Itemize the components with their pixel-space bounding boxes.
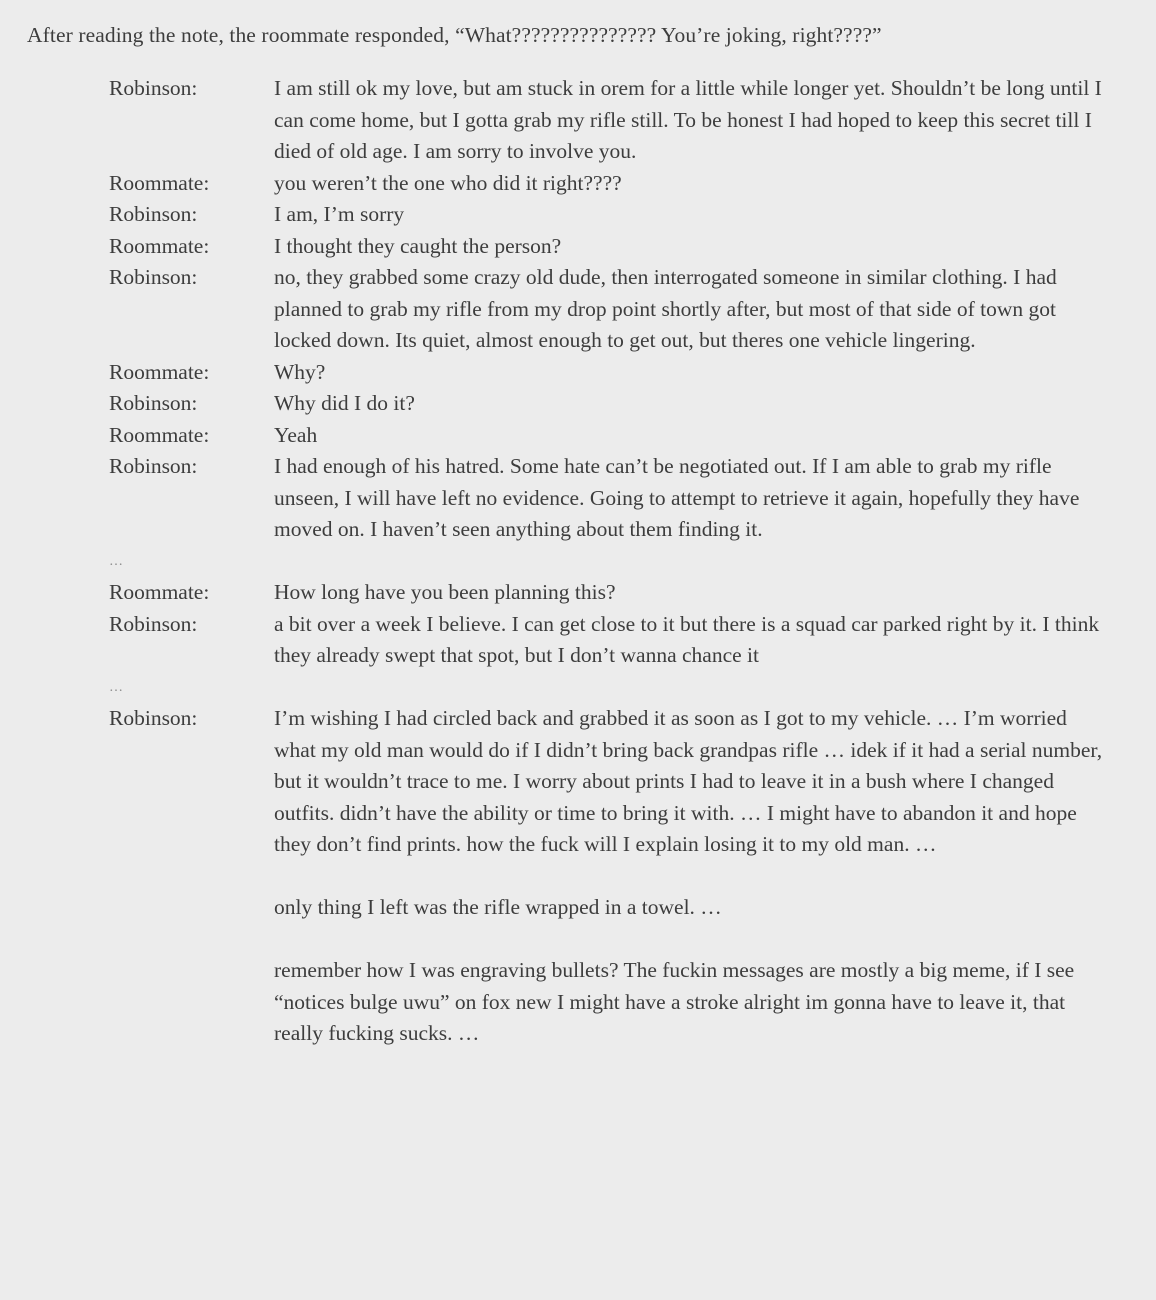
message-paragraph: I am, I’m sorry <box>274 202 405 226</box>
message-text <box>274 199 1104 231</box>
speaker-label: Robinson: <box>109 202 198 226</box>
message-row <box>0 609 1156 672</box>
message-row <box>0 73 1156 168</box>
message-text <box>274 73 1104 168</box>
message-paragraph: How long have you been planning this? <box>274 580 616 604</box>
message-paragraph: I had enough of his hatred. Some hate can’t be negotiated out. If I am able to grab my rifle unseen, I will have left no evidence. Going to attempt to retrieve it again, hopefully they have moved on. I haven’t seen anything about them finding it. <box>274 454 1080 541</box>
message-paragraph: you weren’t the one who did it right???? <box>274 170 622 195</box>
message-text <box>274 357 1104 389</box>
message-text <box>274 231 1104 263</box>
speaker-label: Roommate: <box>109 359 210 384</box>
message-paragraph: remember how I was engraving bullets? The fuckin messages are mostly a big meme, if I see “notices bulge uwu” on fox new I might have a stroke alright im gonna have to leave it, that really fucking sucks. … <box>274 958 1075 1045</box>
message-row <box>0 199 1156 231</box>
message-paragraph: only thing I left was the rifle wrapped in a towel. … <box>274 895 722 919</box>
message-transcript <box>0 73 1156 1050</box>
message-paragraph: Why did I do it? <box>274 391 415 415</box>
message-row <box>0 262 1156 357</box>
message-row <box>0 703 1156 1050</box>
message-text <box>274 703 1104 1050</box>
speaker-label: Robinson: <box>109 611 198 636</box>
speaker-label: Roommate: <box>109 422 210 447</box>
message-text <box>274 451 1104 546</box>
intro-text: After reading the note, the roommate responded, “What??????????????? You’re joking, right????” <box>27 23 882 47</box>
message-text <box>274 168 1104 200</box>
message-row <box>0 168 1156 200</box>
speaker-label: Roommate: <box>109 233 210 258</box>
message-text <box>274 388 1104 420</box>
omission-ellipsis: … <box>109 553 124 569</box>
message-text <box>274 609 1104 672</box>
speaker-label: Robinson: <box>109 454 198 478</box>
speaker-label: Roommate: <box>109 580 210 604</box>
message-row <box>0 420 1156 452</box>
speaker-label: Robinson: <box>109 76 198 100</box>
speaker-label: Robinson: <box>109 706 198 730</box>
omission-ellipsis: … <box>109 679 124 695</box>
message-text <box>274 262 1104 357</box>
speaker-label: Robinson: <box>109 391 198 415</box>
message-row <box>0 388 1156 420</box>
speaker-label: Robinson: <box>109 265 198 289</box>
message-paragraph: I’m wishing I had circled back and grabbed it as soon as I got to my vehicle. … I’m worried what my old man would do if I didn’t bring back grandpas rifle … idek if it had a serial number, but it wouldn’t trace to me. I worry about prints I had to leave it in a bush where I changed outfits. didn’t have the ability or time to bring it with. … I might have to abandon it and hope they don’t find prints. how the fuck will I explain losing it to my old man. … <box>274 706 1103 856</box>
message-text <box>274 577 1104 609</box>
message-row <box>0 451 1156 546</box>
message-paragraph: a bit over a week I believe. I can get close to it but there is a squad car parked right by it. I think they already swept that spot, but I don’t wanna chance it <box>274 611 1100 667</box>
message-row <box>0 357 1156 389</box>
message-paragraph: Why? <box>274 359 326 384</box>
message-row <box>0 231 1156 263</box>
message-text <box>274 420 1104 452</box>
message-paragraph: Yeah <box>274 422 318 447</box>
message-row <box>0 577 1156 609</box>
message-paragraph: no, they grabbed some crazy old dude, then interrogated someone in similar clothing. I had planned to grab my rifle from my drop point shortly after, but most of that side of town got locked down. Its quiet, almost enough to get out, but theres one vehicle lingering. <box>274 265 1057 352</box>
message-paragraph: I am still ok my love, but am stuck in orem for a little while longer yet. Shouldn’t be long until I can come home, but I gotta grab my rifle still. To be honest I had hoped to keep this secret till I died of old age. I am sorry to involve you. <box>274 76 1102 163</box>
message-paragraph: I thought they caught the person? <box>274 233 562 258</box>
speaker-label: Roommate: <box>109 170 210 195</box>
